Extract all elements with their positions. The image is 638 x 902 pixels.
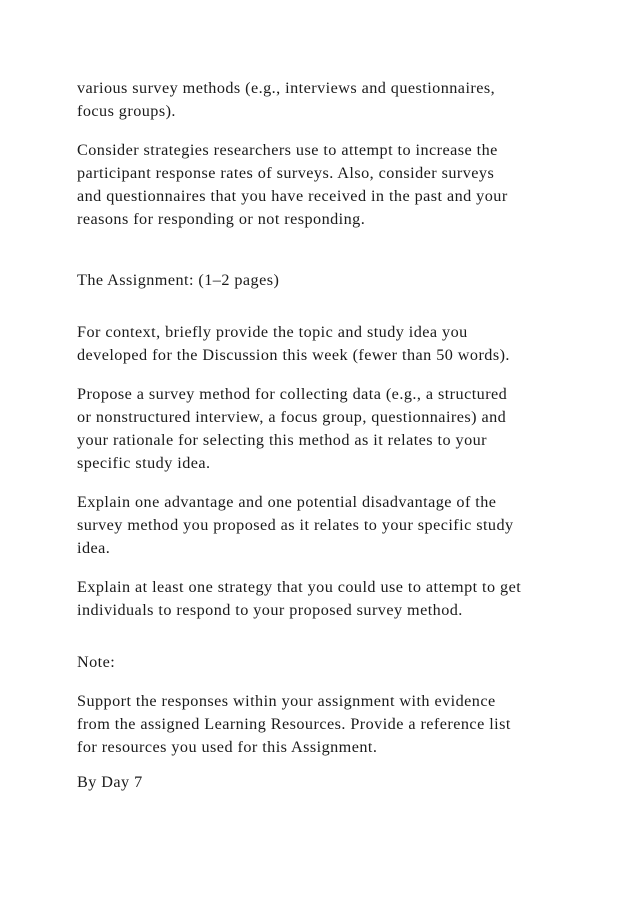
text-line: Support the responses within your assignment with evidence [77, 692, 496, 710]
text-line: various survey methods (e.g., interviews and questionnaires, [77, 79, 496, 97]
text-line: for resources you used for this Assignment. [77, 738, 378, 756]
text-line: For context, briefly provide the topic and study idea you [77, 323, 468, 341]
text-line: Explain at least one strategy that you could use to attempt to get [77, 578, 522, 596]
section-heading: The Assignment: (1–2 pages) [77, 271, 280, 289]
text-line: individuals to respond to your proposed survey method. [77, 601, 463, 619]
text-line: reasons for responding or not responding. [77, 210, 366, 228]
text-line: your rationale for selecting this method as it relates to your [77, 431, 487, 449]
text-line: developed for the Discussion this week (fewer than 50 words). [77, 346, 510, 364]
text-line: Consider strategies researchers use to attempt to increase the [77, 141, 498, 159]
text-line: idea. [77, 539, 111, 557]
section-heading: By Day 7 [77, 773, 143, 791]
text-line: Propose a survey method for collecting data (e.g., a structured [77, 385, 508, 403]
text-line: from the assigned Learning Resources. Provide a reference list [77, 715, 511, 733]
text-line: focus groups). [77, 102, 176, 120]
text-line: Explain one advantage and one potential disadvantage of the [77, 493, 497, 511]
text-line: or nonstructured interview, a focus group, questionnaires) and [77, 408, 507, 426]
text-line: survey method you proposed as it relates to your specific study [77, 516, 514, 534]
section-heading: Note: [77, 653, 116, 671]
text-line: and questionnaires that you have received in the past and your [77, 187, 508, 205]
text-line: specific study idea. [77, 454, 211, 472]
text-line: participant response rates of surveys. Also, consider surveys [77, 164, 495, 182]
